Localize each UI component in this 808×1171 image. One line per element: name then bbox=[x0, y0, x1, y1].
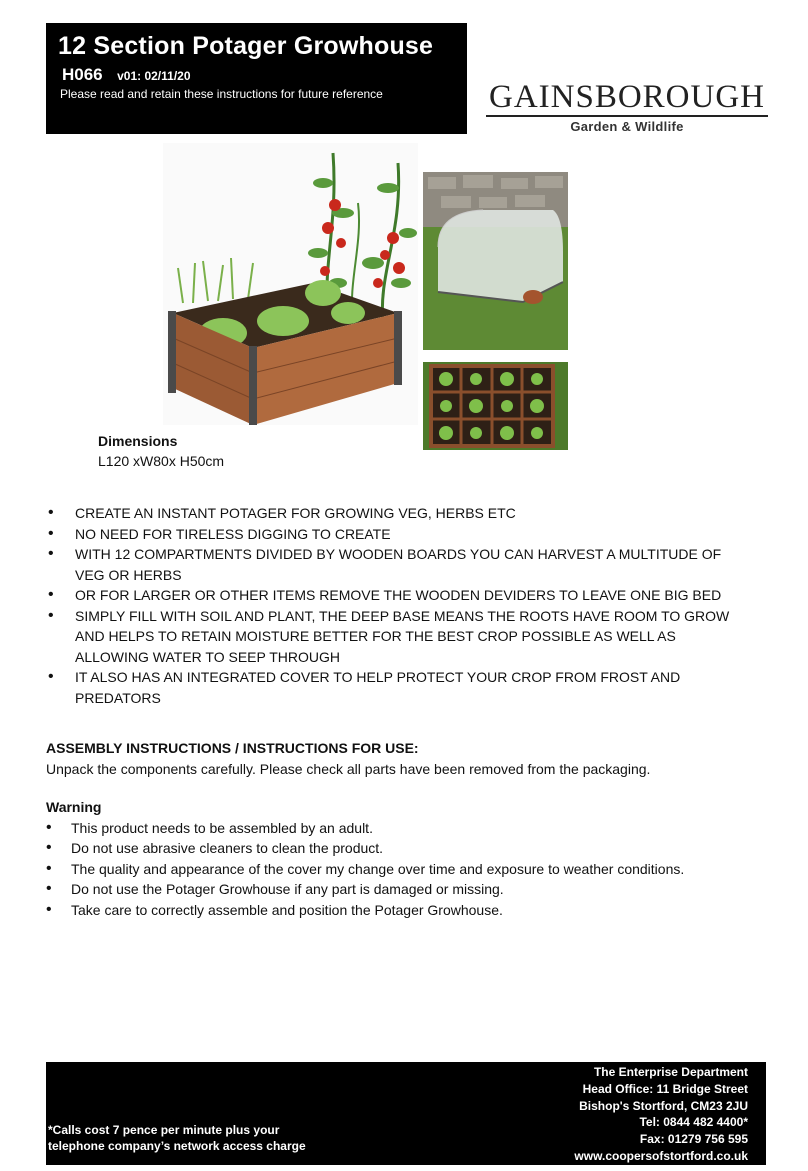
company-address bbox=[574, 1064, 748, 1165]
assembly-heading: ASSEMBLY INSTRUCTIONS / INSTRUCTIONS FOR USE: bbox=[46, 740, 419, 756]
warning-item: • Do not use abrasive cleaners to clean the product. bbox=[46, 838, 766, 859]
dimensions-value: L120 xW80x H50cm bbox=[98, 453, 225, 469]
town-postcode: Bishop's Stortford, CM23 2JU bbox=[579, 1098, 748, 1113]
feature-item: • NO NEED FOR TIRELESS DIGGING TO CREATE bbox=[46, 524, 746, 545]
warning-item: • This product needs to be assembled by an adult. bbox=[46, 818, 766, 839]
product-code: H066 bbox=[62, 65, 103, 84]
feature-item: • OR FOR LARGER OR OTHER ITEMS REMOVE THE WOODEN DEVIDERS TO LEAVE ONE BIG BED bbox=[46, 585, 746, 606]
call-cost-note bbox=[48, 1122, 306, 1154]
dimensions-label: Dimensions bbox=[98, 433, 178, 449]
department-name: The Enterprise Department bbox=[593, 1065, 748, 1079]
call-cost-line-1: *Calls cost 7 pence per minute plus your bbox=[48, 1123, 280, 1137]
warning-list bbox=[46, 818, 766, 921]
brand-name: GAINSBOROUGH bbox=[486, 80, 768, 117]
document-title: 12 Section Potager Growhouse bbox=[58, 32, 434, 60]
assembly-section bbox=[46, 738, 766, 779]
version-date: v01: 02/11/20 bbox=[117, 69, 191, 83]
product-photo-compartments bbox=[423, 362, 568, 450]
product-code-row bbox=[58, 65, 467, 86]
feature-item: • CREATE AN INSTANT POTAGER FOR GROWING VEG, HERBS ETC bbox=[46, 503, 746, 524]
warning-item: • Do not use the Potager Growhouse if any part is damaged or missing. bbox=[46, 879, 766, 900]
feature-item: • IT ALSO HAS AN INTEGRATED COVER TO HELP PROTECT YOUR CROP FROM FROST AND PREDATORS bbox=[46, 667, 746, 708]
features-list bbox=[46, 503, 746, 708]
assembly-text: Unpack the components carefully. Please check all parts have been removed from the packaging. bbox=[46, 760, 651, 777]
header-box bbox=[46, 23, 467, 134]
brand-logo bbox=[486, 80, 768, 134]
warning-heading: Warning bbox=[46, 799, 102, 815]
warning-section bbox=[46, 797, 766, 920]
fax: Fax: 01279 756 595 bbox=[639, 1132, 748, 1147]
telephone: Tel: 0844 482 4400* bbox=[639, 1115, 748, 1130]
footer-box bbox=[46, 1062, 766, 1165]
product-photo-raised-bed bbox=[163, 143, 418, 425]
feature-item: • SIMPLY FILL WITH SOIL AND PLANT, THE DEEP BASE MEANS THE ROOTS HAVE ROOM TO GROW AND HELPS TO RETAIN MOISTURE BETTER FOR THE BEST CROP POSSIBLE AS WELL AS ALLOWING WATER TO SEEP THROUGH bbox=[46, 606, 746, 668]
warning-item: • Take care to correctly assemble and position the Potager Growhouse. bbox=[46, 900, 766, 921]
feature-item: • WITH 12 COMPARTMENTS DIVIDED BY WOODEN BOARDS YOU CAN HARVEST A MULTITUDE OF VEG OR HERBS bbox=[46, 544, 746, 585]
retain-note: Please read and retain these instructions for future reference bbox=[60, 87, 383, 101]
warning-item: • The quality and appearance of the cover my change over time and exposure to weather conditions. bbox=[46, 859, 766, 880]
product-photo-cover bbox=[423, 172, 568, 350]
head-office: Head Office: 11 Bridge Street bbox=[582, 1081, 748, 1096]
website: www.coopersofstortford.co.uk bbox=[574, 1148, 748, 1163]
brand-tagline: Garden & Wildlife bbox=[570, 119, 684, 134]
dimensions-block bbox=[98, 431, 224, 471]
call-cost-line-2: telephone company’s network access charge bbox=[48, 1139, 306, 1153]
